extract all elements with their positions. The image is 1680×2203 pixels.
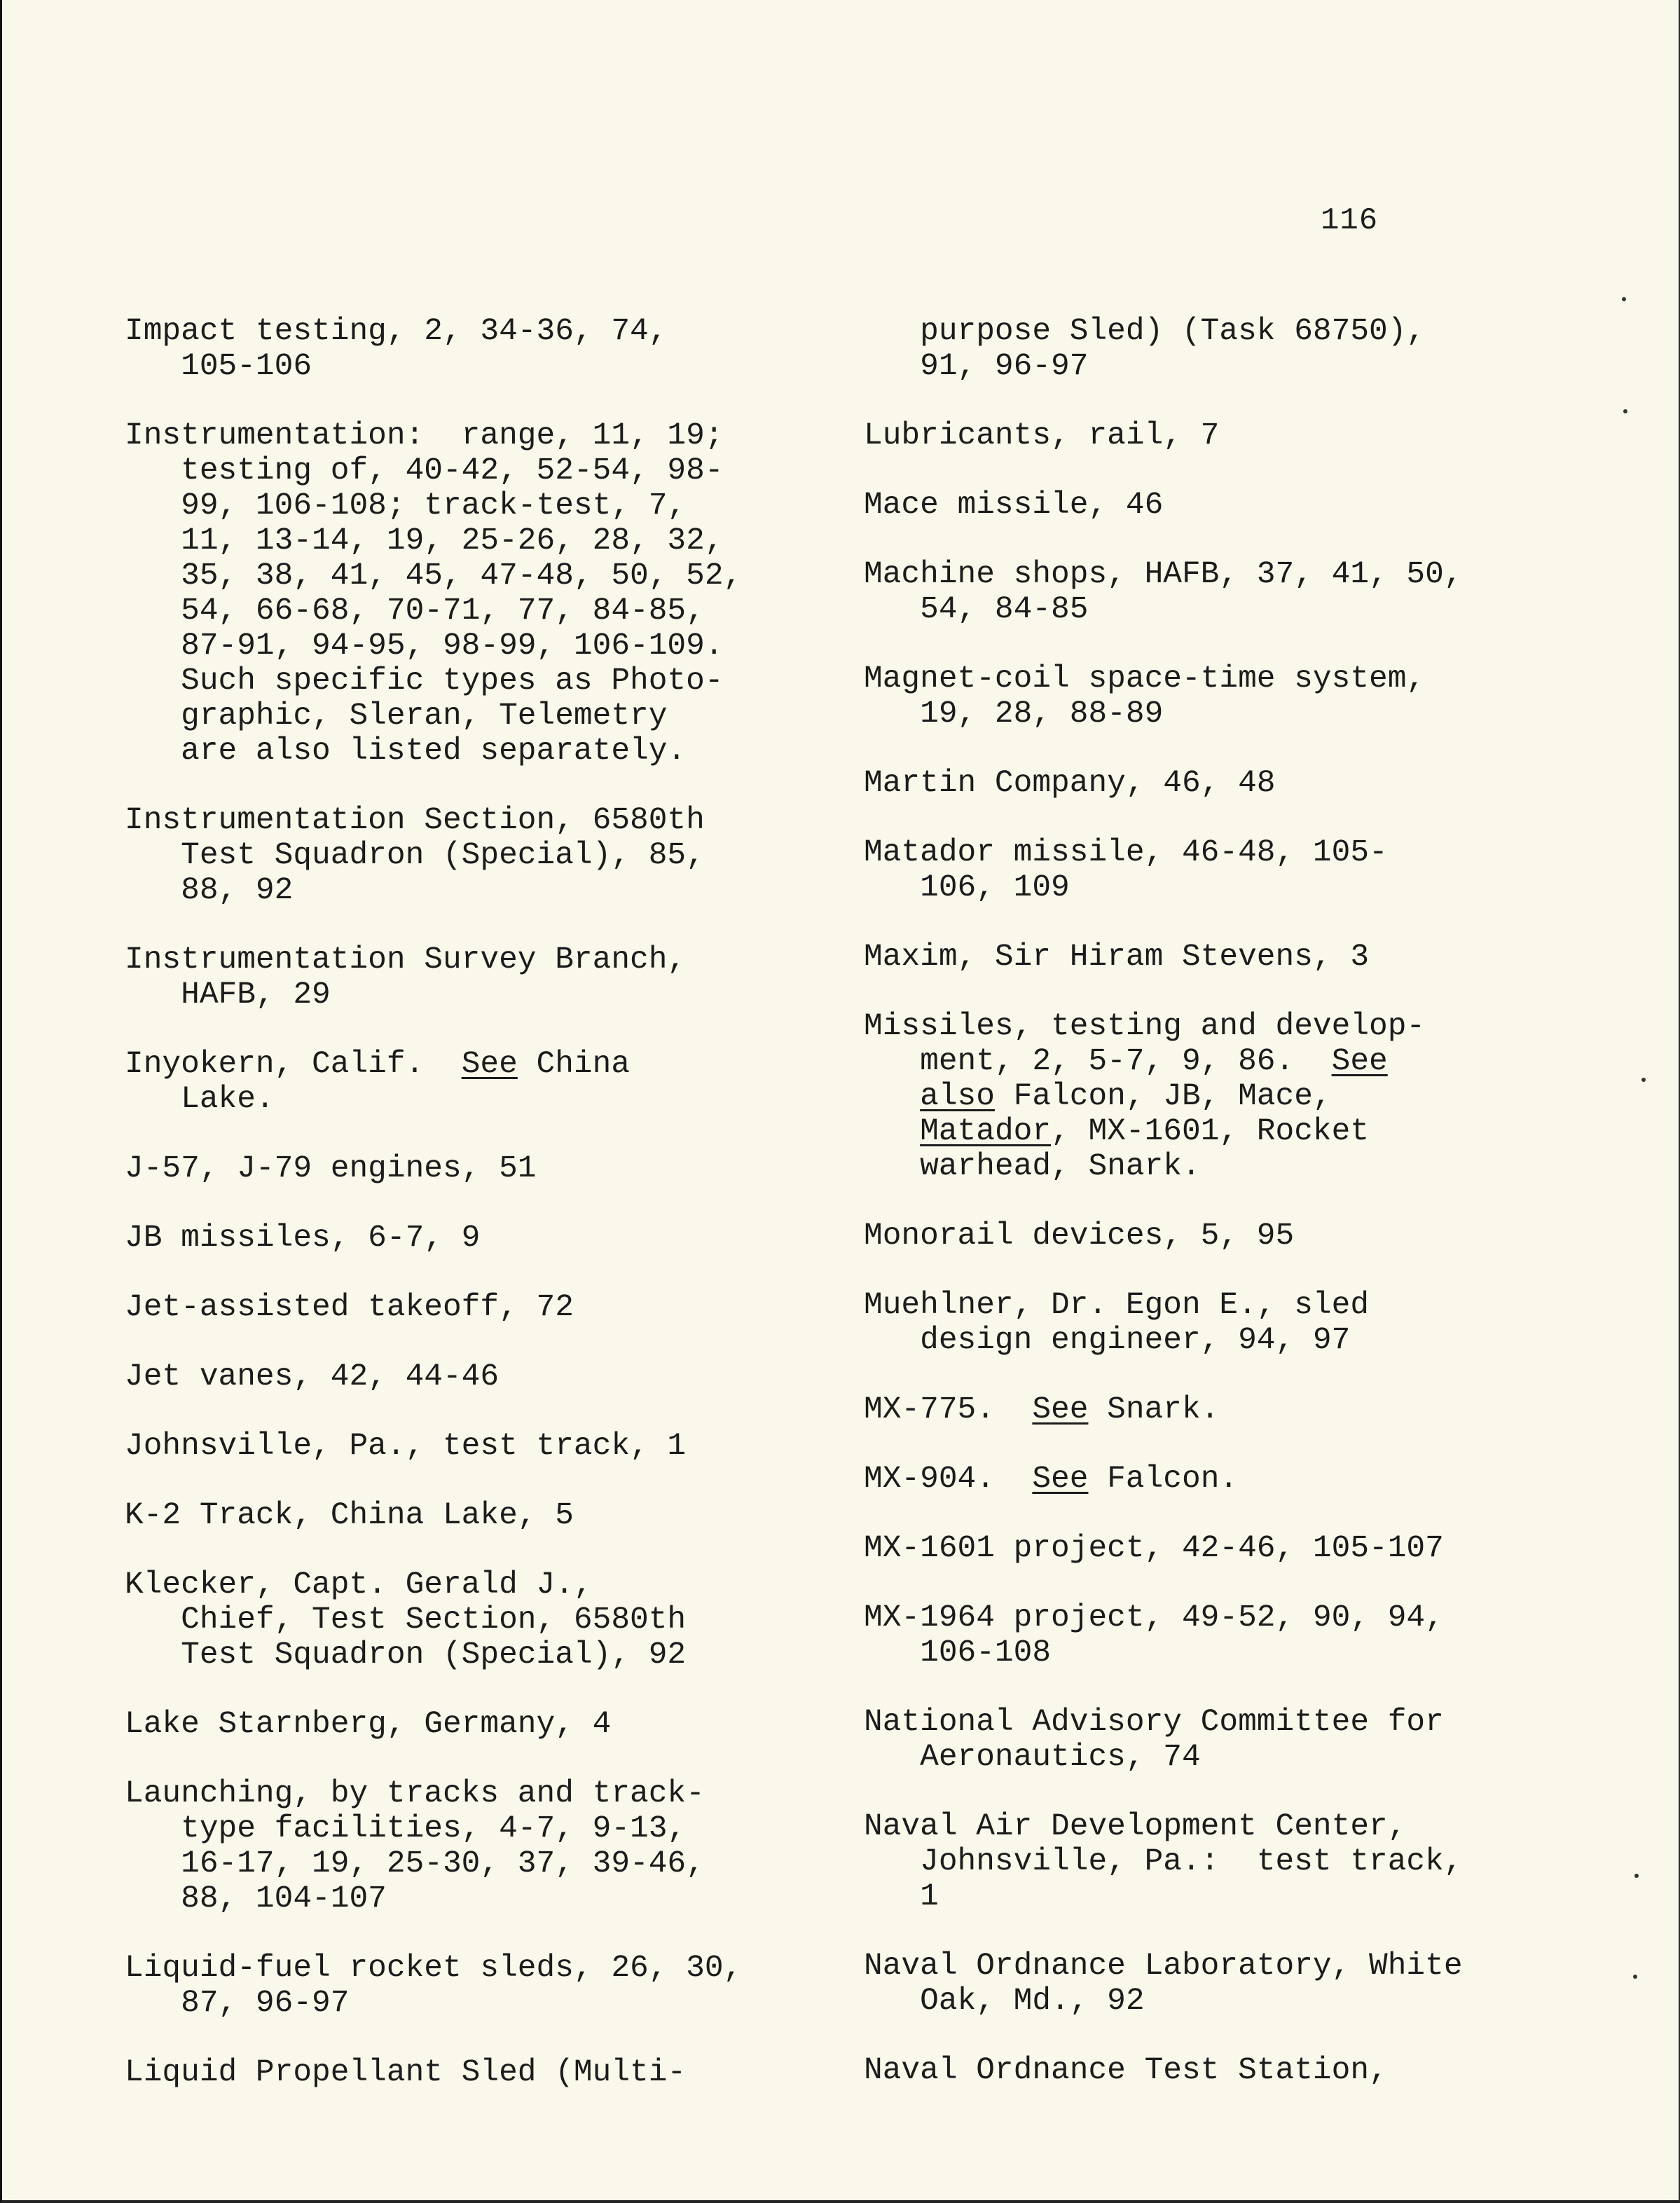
index-entry: Inyokern, Calif. See China Lake. <box>125 1047 631 1117</box>
index-entry: Martin Company, 46, 48 <box>864 766 1276 801</box>
cross-reference-see: See <box>461 1047 518 1082</box>
cross-reference-see: See <box>1032 1392 1089 1427</box>
index-entry: Klecker, Capt. Gerald J., Chief, Test Section, 6580th Test Squadron (Special), 92 <box>125 1567 687 1673</box>
index-entry: Jet-assisted takeoff, 72 <box>125 1290 574 1325</box>
index-column-left <box>125 314 797 2125</box>
paper-speck <box>1623 409 1627 413</box>
index-entry: Matador missile, 46-48, 105- 106, 109 <box>864 835 1388 905</box>
index-entry: MX-1601 project, 42-46, 105-107 <box>864 1531 1444 1566</box>
cross-reference-see: See <box>1032 1462 1089 1497</box>
index-entry: Monorail devices, 5, 95 <box>864 1219 1295 1254</box>
page-number: 116 <box>1321 203 1379 238</box>
paper-speck <box>1633 1975 1637 1979</box>
index-entry: purpose Sled) (Task 68750), 91, 96-97 <box>920 314 1426 384</box>
index-entry: Lubricants, rail, 7 <box>864 418 1220 453</box>
index-entry: Impact testing, 2, 34-36, 74, 105-106 <box>125 314 668 384</box>
index-entry: Lake Starnberg, Germany, 4 <box>125 1707 612 1742</box>
index-entry: Jet vanes, 42, 44-46 <box>125 1359 500 1394</box>
index-entry: J-57, J-79 engines, 51 <box>125 1151 537 1186</box>
index-entry: Muehlner, Dr. Egon E., sled design engineer, 94, 97 <box>864 1288 1370 1358</box>
index-entry: Liquid-fuel rocket sleds, 26, 30, 87, 96-97 <box>125 1951 743 2021</box>
index-entry: Instrumentation Survey Branch, HAFB, 29 <box>125 942 687 1013</box>
index-entry: Johnsville, Pa., test track, 1 <box>125 1429 687 1464</box>
cross-reference-matador: Matador <box>920 1114 1052 1149</box>
index-entry: Instrumentation Section, 6580th Test Squadron (Special), 85, 88, 92 <box>125 803 705 908</box>
index-entry: Naval Air Development Center, Johnsville, Pa.: test track, 1 <box>864 1809 1463 1914</box>
index-entry: MX-904. See Falcon. <box>864 1462 1239 1497</box>
index-entry: K-2 Track, China Lake, 5 <box>125 1498 574 1533</box>
paper-speck <box>1634 1874 1639 1878</box>
index-entry: Instrumentation: range, 11, 19; testing of, 40-42, 52-54, 98- 99, 106-108; track-test, 7, 11, 13-14, 19, 25-26, 28, 32, 35, 38, 41, 45, 47-48, 50, 52, 54, 66-68, 70-71, 77, 84-85, 87-91, 94-95, 98-99, 106-109. Such specific types as Photo- graphic, Sleran, Telemetry are also listed separately. <box>125 418 743 769</box>
paper-speck <box>1641 1078 1646 1082</box>
index-entry: JB missiles, 6-7, 9 <box>125 1221 481 1256</box>
index-entry: Maxim, Sir Hiram Stevens, 3 <box>864 940 1370 975</box>
index-entry: Liquid Propellant Sled (Multi- <box>125 2055 687 2090</box>
cross-reference-also: also <box>920 1079 995 1114</box>
cross-reference-see: See <box>1331 1044 1388 1079</box>
index-entry: Machine shops, HAFB, 37, 41, 50, 54, 84-85 <box>864 557 1463 627</box>
index-entry: Missiles, testing and develop- ment, 2, 5-7, 9, 86. See also Falcon, JB, Mace, Matador, MX-1601, Rocket warhead, Snark. <box>864 1009 1426 1184</box>
index-entry: Magnet-coil space-time system, 19, 28, 88-89 <box>864 661 1426 732</box>
index-entry: Mace missile, 46 <box>864 488 1164 523</box>
paper-speck <box>1622 297 1626 301</box>
index-entry: Naval Ordnance Test Station, <box>864 2053 1388 2088</box>
index-entry: MX-775. See Snark. <box>864 1392 1220 1427</box>
index-entry: National Advisory Committee for Aeronautics, 74 <box>864 1705 1444 1775</box>
index-entry: MX-1964 project, 49-52, 90, 94, 106-108 <box>864 1600 1444 1670</box>
index-entry: Naval Ordnance Laboratory, White Oak, Md., 92 <box>864 1949 1463 2019</box>
index-entry: Launching, by tracks and track- type facilities, 4-7, 9-13, 16-17, 19, 25-30, 37, 39-46, 88, 104-107 <box>125 1776 705 1916</box>
index-column-right <box>864 314 1536 2122</box>
